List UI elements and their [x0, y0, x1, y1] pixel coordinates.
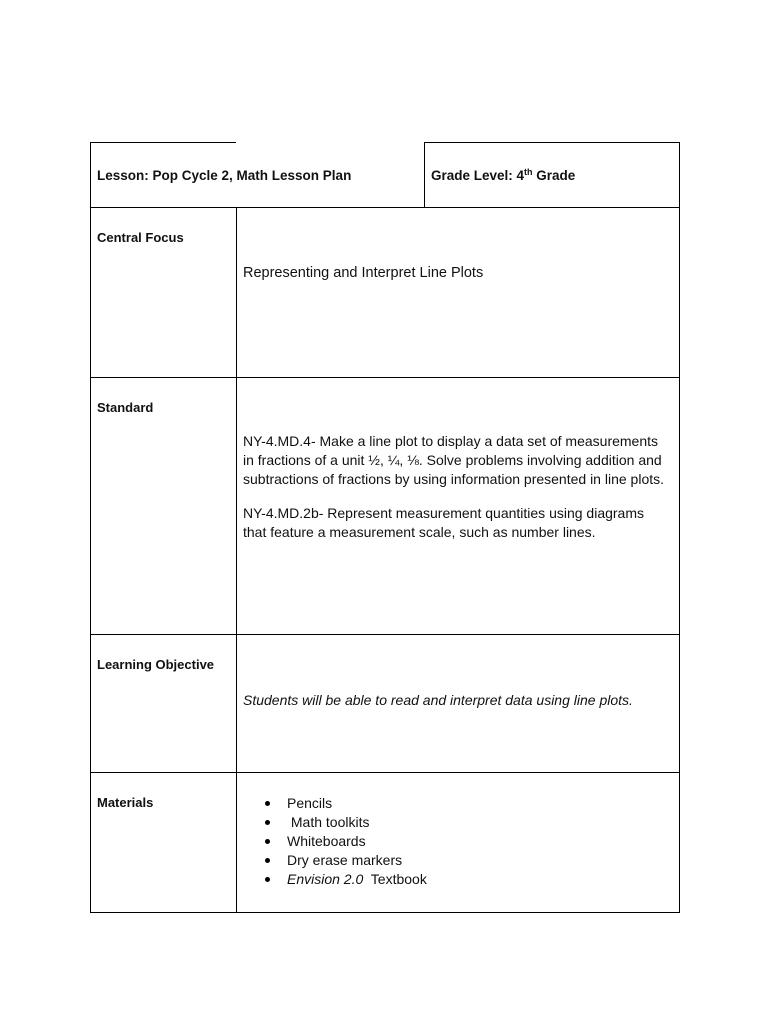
lesson-cell — [91, 143, 425, 208]
standard-label: Standard — [97, 400, 154, 415]
learning-objective-label-cell — [91, 635, 237, 773]
materials-label: Materials — [97, 795, 154, 810]
standard-content-cell — [237, 378, 680, 635]
materials-row — [91, 773, 680, 913]
materials-label-cell — [91, 773, 237, 913]
list-item: Whiteboards — [263, 832, 679, 851]
materials-content-cell — [237, 773, 680, 913]
lesson-title: Lesson: Pop Cycle 2, Math Lesson Plan — [97, 167, 352, 183]
learning-objective-label: Learning Objective — [97, 657, 215, 672]
learning-objective-row — [91, 635, 680, 773]
lesson-plan-table — [90, 142, 680, 913]
standard-row — [91, 378, 680, 635]
central-focus-label: Central Focus — [97, 230, 184, 245]
learning-objective-content-cell — [237, 635, 680, 773]
grade-cell — [425, 143, 680, 208]
list-item: Math toolkits — [263, 813, 679, 832]
standard-paragraph-2: NY-4.MD.2b- Represent measurement quantities using diagrams that feature a measurement scale, such as number lines. — [243, 505, 645, 540]
list-item: Pencils — [263, 794, 679, 813]
central-focus-label-cell — [91, 208, 237, 378]
header-row — [91, 143, 680, 208]
list-item: Dry erase markers — [263, 851, 679, 870]
standard-paragraph-1: NY-4.MD.4- Make a line plot to display a data set of measurements in fractions of a unit ½, ¼, ⅛. Solve problems involving addition and subtractions of fractions by using information presented in line plots. — [243, 433, 665, 487]
learning-objective-text: Students will be able to read and interpret data using line plots. — [243, 692, 633, 708]
standard-label-cell — [91, 378, 237, 635]
top-border-gap — [236, 140, 424, 144]
central-focus-content-cell — [237, 208, 680, 378]
central-focus-text: Representing and Interpret Line Plots — [243, 265, 484, 281]
central-focus-row — [91, 208, 680, 378]
standard-text — [237, 378, 679, 542]
materials-list — [237, 773, 679, 889]
grade-level: Grade Level: 4th Grade — [431, 167, 576, 183]
list-item: Envision 2.0 Textbook — [263, 870, 679, 889]
